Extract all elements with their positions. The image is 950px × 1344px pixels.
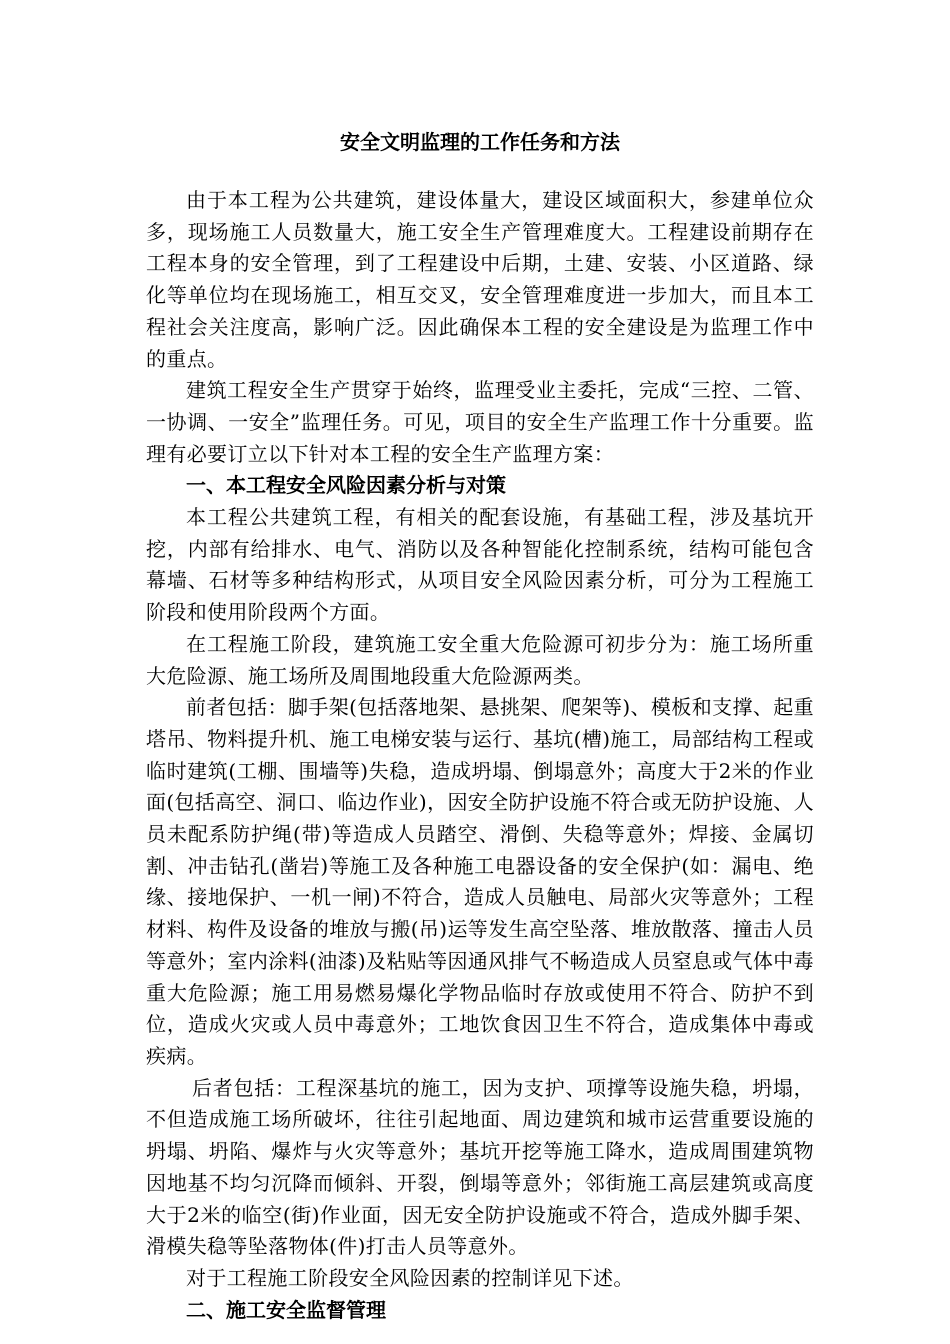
document-title: 安全文明监理的工作任务和方法 (340, 130, 620, 154)
section-1-paragraph-2: 在工程施工阶段，建筑施工安全重大危险源可初步分为：施工场所重大危险源、施工场所及周围地段重大危险源两类。 (146, 631, 814, 688)
section-1-heading: 一、本工程安全风险因素分析与对策 (186, 473, 506, 498)
intro-paragraph-2: 建筑工程安全生产贯穿于始终，监理受业主委托，完成“三控、二管、一协调、一安全”监理任务。可见，项目的安全生产监理工作十分重要。监理有必要订立以下针对本工程的安全生产监理方案： (146, 378, 814, 466)
document-page (146, 124, 814, 1326)
section-1-paragraph-3: 前者包括：脚手架(包括落地架、悬挑架、爬架等)、模板和支撑、起重塔吊、物料提升机、施工电梯安装与运行、基坑(槽)施工，局部结构工程或临时建筑(工棚、围墙等)失稳，造成坍塌、倒塌意外；高度大于2米的作业面(包括高空、洞口、临边作业)，因安全防护设施不符合或无防护设施、人员未配系防护绳(带)等造成人员踏空、滑倒、失稳等意外；焊接、金属切割、冲击钻孔(凿岩)等施工及各种施工电器设备的安全保护(如：漏电、绝缘、接地保护、一机一闸)不符合，造成人员触电、局部火灾等意外；工程材料、构件及设备的堆放与搬(吊)运等发生高空坠落、堆放散落、撞击人员等意外；室内涂料(油漆)及粘贴等因通风排气不畅造成人员窒息或气体中毒重大危险源；施工用易燃易爆化学物品临时存放或使用不符合、防护不到位，造成火灾或人员中毒意外；工地饮食因卫生不符合，造成集体中毒或疾病。 (146, 695, 814, 1068)
section-1-paragraph-1: 本工程公共建筑工程，有相关的配套设施，有基础工程，涉及基坑开挖，内部有给排水、电气、消防以及各种智能化控制系统，结构可能包含幕墙、石材等多种结构形式，从项目安全风险因素分析，可分为工程施工阶段和使用阶段两个方面。 (146, 505, 814, 625)
section-1-paragraph-5: 对于工程施工阶段安全风险因素的控制详见下述。 (186, 1265, 634, 1290)
intro-paragraph-1: 由于本工程为公共建筑，建设体量大，建设区域面积大，参建单位众多，现场施工人员数量大，施工安全生产管理难度大。工程建设前期存在工程本身的安全管理，到了工程建设中后期，土建、安装、小区道路、绿化等单位均在现场施工，相互交叉，安全管理难度进一步加大，而且本工程社会关注度高，影响广泛。因此确保本工程的安全建设是为监理工作中的重点。 (146, 188, 814, 371)
section-2-heading: 二、施工安全监督管理 (186, 1297, 386, 1322)
section-1-paragraph-4: 后者包括：工程深基坑的施工，因为支护、项撑等设施失稳，坍塌，不但造成施工场所破坏，往往引起地面、周边建筑和城市运营重要设施的坍塌、坍陷、爆炸与火灾等意外；基坑开挖等施工降水，造成周围建筑物因地基不均匀沉降而倾斜、开裂，倒塌等意外；邻街施工高层建筑或高度大于2米的临空(街)作业面，因无安全防护设施或不符合，造成外脚手架、滑模失稳等坠落物体(件)打击人员等意外。 (146, 1075, 814, 1259)
